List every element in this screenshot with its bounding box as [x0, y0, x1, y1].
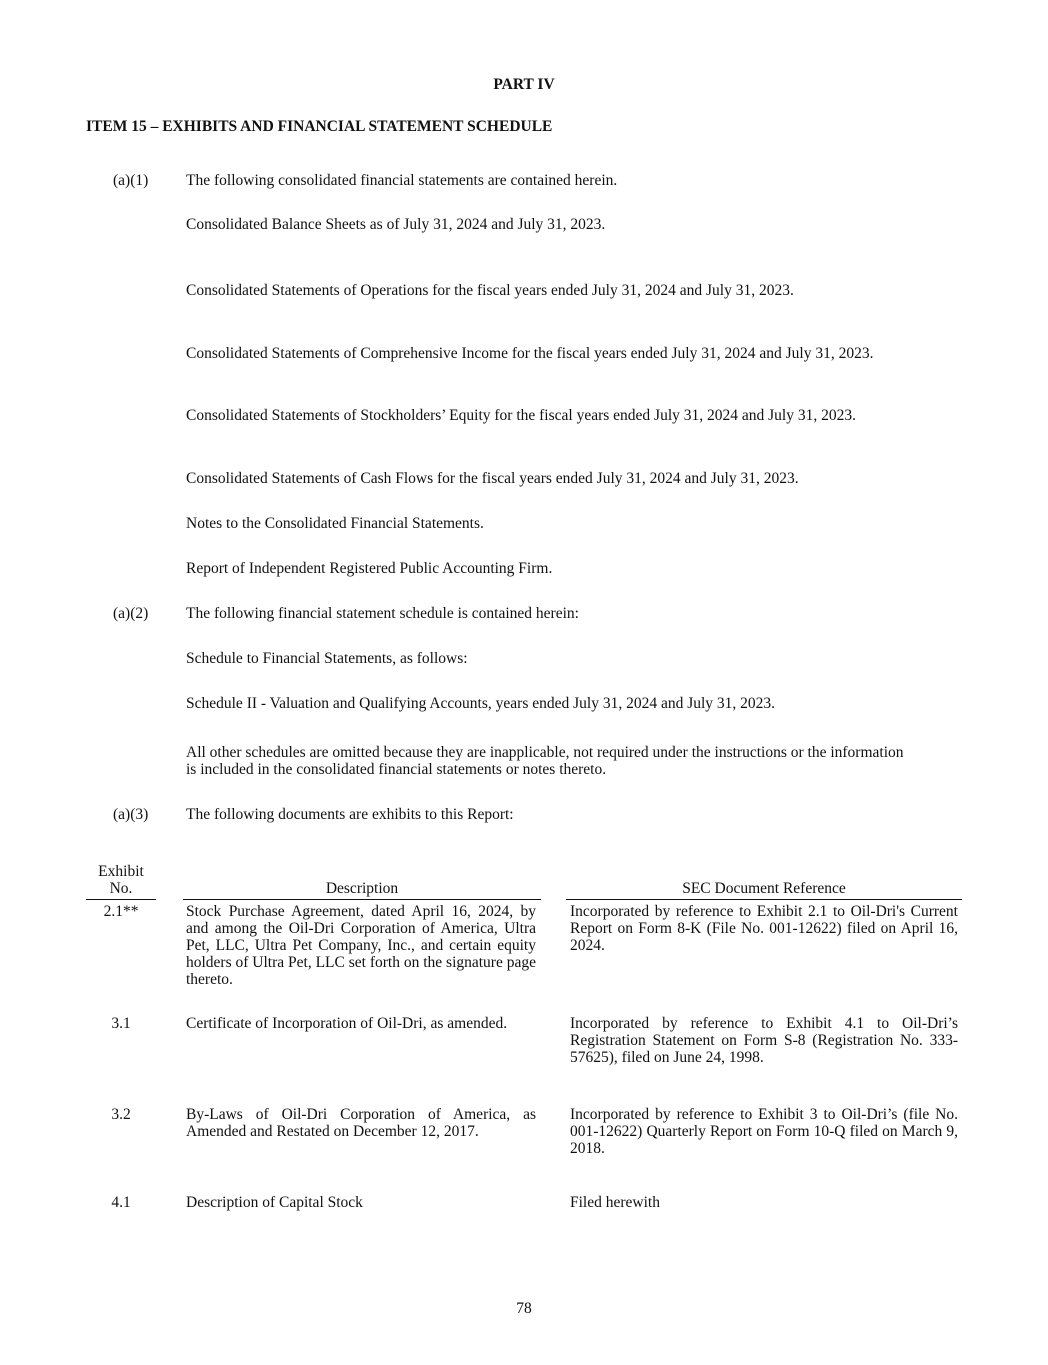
exhibit-description: Stock Purchase Agreement, dated April 16, 2024, by and among the Oil-Dri Corporation of America, Ultra Pet, LLC, Ultra Pet Company, Inc., and certain equity holders of Ultra Pet, LLC set forth on the signature page thereto. — [186, 903, 536, 988]
header-rule-reference — [566, 899, 962, 900]
exhibit-no: 2.1** — [103, 903, 139, 920]
exhibit-no: 3.1 — [111, 1015, 131, 1032]
statement-item: Consolidated Statements of Stockholders’ Equity for the fiscal years ended July 31, 2024 and July 31, 2023. — [186, 407, 856, 424]
exhibit-reference: Incorporated by reference to Exhibit 3 to Oil-Dri’s (file No. 001-12622) Quarterly Report on Form 10-Q filed on March 9, 2018. — [570, 1106, 958, 1157]
section-a2-label: (a)(2) — [113, 605, 149, 622]
exhibit-description: Description of Capital Stock — [186, 1194, 363, 1211]
exhibit-no: 4.1 — [111, 1194, 131, 1211]
section-a2-intro: The following financial statement schedule is contained herein: — [186, 605, 579, 622]
exhibit-reference: Filed herewith — [570, 1194, 660, 1211]
page-number: 78 — [516, 1300, 532, 1317]
exhibit-no: 3.2 — [111, 1106, 131, 1123]
schedule-item: Schedule to Financial Statements, as follows: — [186, 650, 468, 667]
statement-item: Notes to the Consolidated Financial Statements. — [186, 515, 484, 532]
statement-item: Consolidated Balance Sheets as of July 31, 2024 and July 31, 2023. — [186, 216, 606, 233]
header-reference: SEC Document Reference — [682, 880, 846, 897]
header-rule-description — [183, 899, 541, 900]
exhibit-reference: Incorporated by reference to Exhibit 2.1 to Oil-Dri's Current Report on Form 8-K (File No. 001-12622) filed on April 16, 2024. — [570, 903, 958, 954]
header-rule-exhibit — [86, 899, 156, 900]
section-a1-label: (a)(1) — [113, 172, 149, 189]
item-title: ITEM 15 – EXHIBITS AND FINANCIAL STATEMENT SCHEDULE — [86, 118, 553, 135]
exhibit-reference: Incorporated by reference to Exhibit 4.1 to Oil-Dri’s Registration Statement on Form S-8 (Registration No. 333-57625), filed on June 24, 1998. — [570, 1015, 958, 1066]
statement-item: Report of Independent Registered Public Accounting Firm. — [186, 560, 553, 577]
header-description: Description — [325, 880, 399, 897]
part-title: PART IV — [493, 76, 555, 93]
statement-item: Consolidated Statements of Comprehensive Income for the fiscal years ended July 31, 2024 and July 31, 2023. — [186, 345, 874, 362]
section-a3-label: (a)(3) — [113, 806, 149, 823]
section-a3-intro: The following documents are exhibits to this Report: — [186, 806, 514, 823]
statement-item: Consolidated Statements of Cash Flows for the fiscal years ended July 31, 2024 and July 31, 2023. — [186, 470, 799, 487]
schedule-item: Schedule II - Valuation and Qualifying Accounts, years ended July 31, 2024 and July 31, 2023. — [186, 695, 776, 712]
exhibit-description: Certificate of Incorporation of Oil-Dri, as amended. — [186, 1015, 508, 1032]
exhibit-description: By-Laws of Oil-Dri Corporation of America, as Amended and Restated on December 12, 2017. — [186, 1106, 536, 1140]
statement-item: Consolidated Statements of Operations for the fiscal years ended July 31, 2024 and July 31, 2023. — [186, 282, 794, 299]
header-exhibit-line2: No. — [109, 880, 133, 897]
section-a1-intro: The following consolidated financial statements are contained herein. — [186, 172, 618, 189]
schedule-note: All other schedules are omitted because they are inapplicable, not required under the instructions or the information is included in the consolidated financial statements or notes thereto. — [186, 744, 904, 778]
header-exhibit-line1: Exhibit — [98, 863, 144, 880]
